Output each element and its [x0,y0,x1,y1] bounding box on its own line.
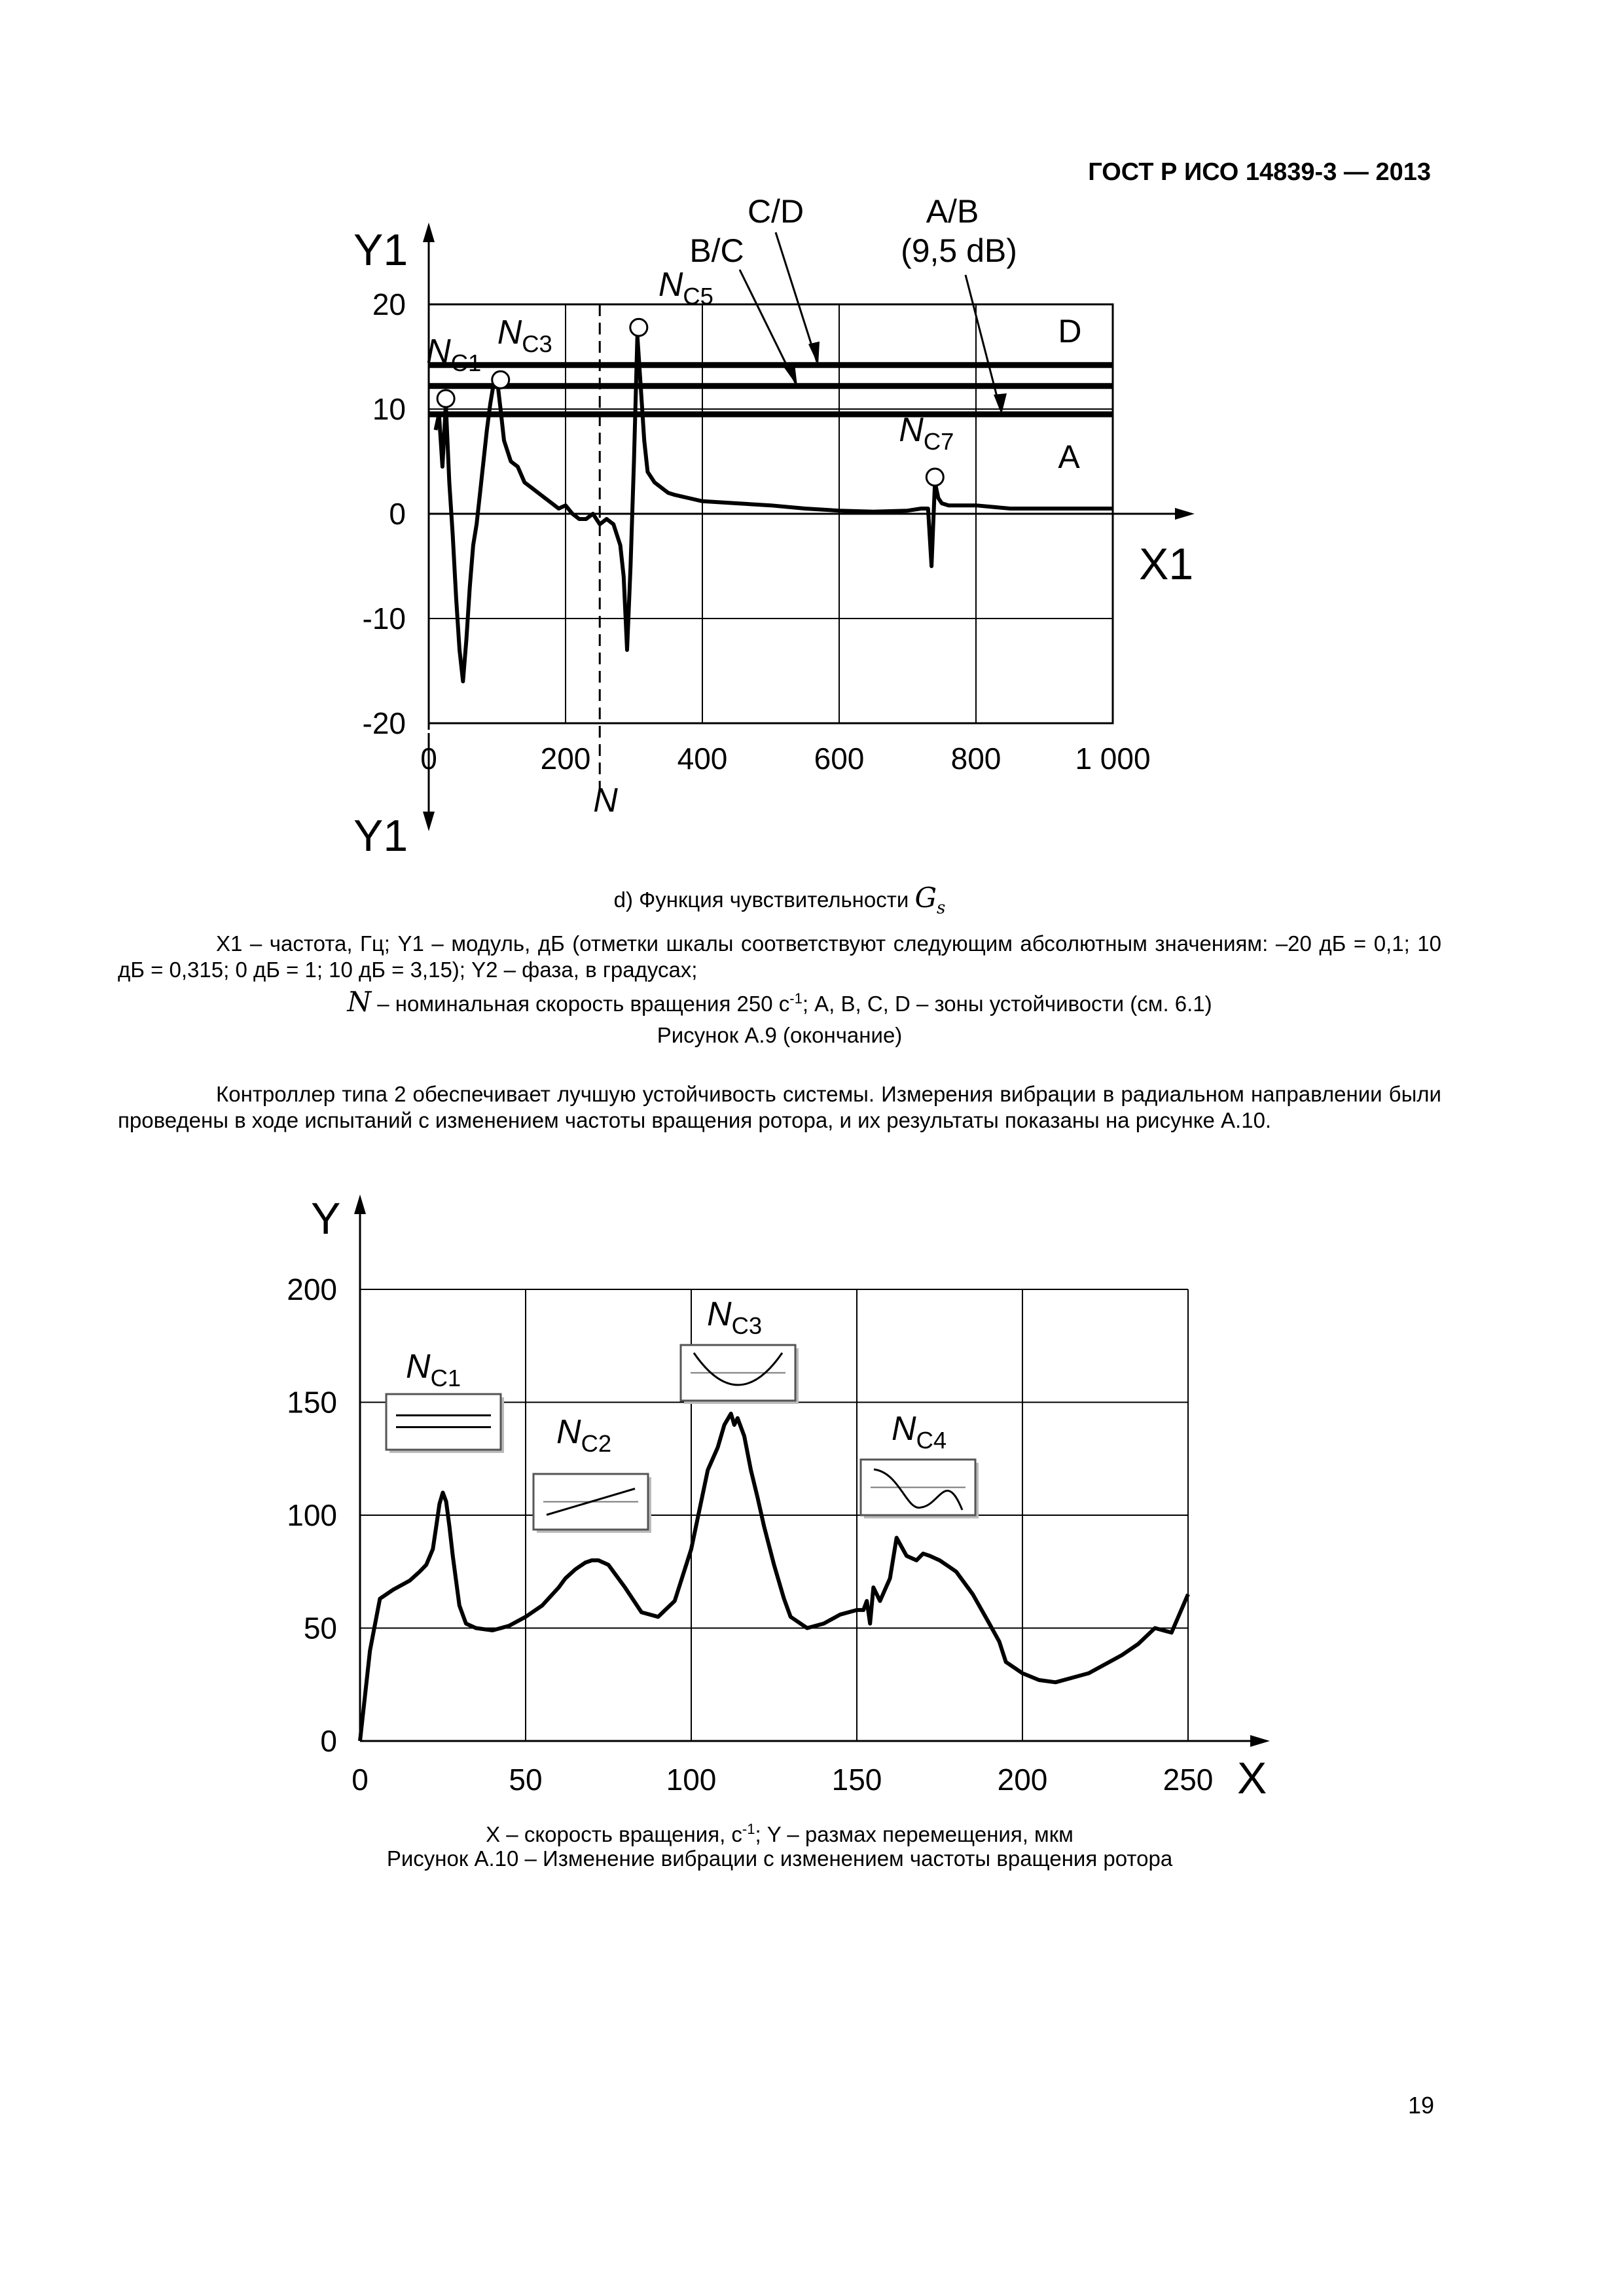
x-tick-label: 600 [814,742,865,776]
y-tick-label: 0 [389,497,406,531]
x-tick-label: 1 000 [1075,742,1151,776]
x-axis-arrow [1250,1735,1270,1747]
x-tick-label: 0 [352,1763,369,1797]
caption-title-text: d) Функция чувствительности [613,888,909,912]
annotation-label: $N_{C1}$ [406,1348,461,1391]
x-tick-label: 0 [420,742,437,776]
x-axis-arrow [1175,508,1195,520]
vibration-curve [360,1414,1188,1741]
peak-label: $N_{C1}$ [426,332,482,376]
y-tick-label: 20 [372,287,406,321]
leader-cd-arrow [808,342,820,365]
zone-label-cd: C/D [747,193,804,230]
peak-marker [630,319,647,336]
y-tick-label: 100 [287,1498,337,1532]
zone-label-a: A [1058,439,1080,475]
figure-a9-legend-line1: X1 – частота, Гц; Y1 – модуль, дБ (отметки шкалы соответствуют следующим абсолютным значениям: –20 дБ = 0,1; 10 дБ = 0,315; 0 дБ = 1; 10 дБ = 3,15); Y2 – фаза, в градусах; [118,931,1441,982]
vibration-vs-speed-chart [0,1178,1624,1806]
figure-a9-caption-title [118,882,1441,921]
y-tick-label: 10 [372,392,406,426]
y-axis-arrow [423,223,435,242]
nominal-speed-label: N [593,781,618,819]
leader-cd [776,232,817,362]
x-tick-label: 800 [950,742,1001,776]
peak-marker [926,469,943,486]
x-tick-label: 50 [509,1763,543,1797]
zone-label-d: D [1058,313,1082,350]
y-tick-label: 0 [320,1724,337,1758]
x-tick-label: 150 [831,1763,882,1797]
zone-label-ab-db: (9,5 dB) [901,232,1017,269]
x-tick-label: 100 [666,1763,717,1797]
peak-marker [492,371,509,388]
annotation-box [386,1394,501,1450]
y-axis-label: Y1 [353,225,408,275]
peak-label: $N_{C7}$ [899,411,954,455]
body-paragraph: Контроллер типа 2 обеспечивает лучшую устойчивость системы. Измерения вибрации в радиальном направлении были проведены в ходе испытаний с изменением частоты вращения ротора, и их результаты показаны на рисунке А.10. [118,1082,1441,1132]
zone-label-bc: B/C [689,232,744,269]
nominal-speed-symbol: N [347,986,372,1018]
sensitivity-function-chart [0,0,1624,877]
peak-label: $N_{C3}$ [497,314,552,358]
figure-a9-legend-line2: N – номинальная скорость вращения 250 $с^{-1}$; A, B, C, D – зоны устойчивости (см. 6.1) [347,986,1212,1018]
y-tick-label: 200 [287,1272,337,1306]
figure-a10-label: Рисунок А.10 – Изменение вибрации с изменением частоты вращения ротора [386,1846,1173,1871]
gs-symbol: $G_s$ [914,882,946,918]
x-tick-label: 250 [1163,1763,1214,1797]
annotation-label: $N_{C2}$ [556,1413,612,1457]
zone-label-ab: A/B [926,193,979,230]
y-tick-label: 150 [287,1385,337,1420]
y-axis-label: Y [311,1194,341,1244]
y-axis-label-bottom: Y1 [353,811,408,861]
x-tick-label: 200 [997,1763,1048,1797]
page-number: 19 [1407,2092,1434,2119]
annotation-label: $N_{C4}$ [892,1410,947,1454]
x-axis-label: X [1237,1753,1267,1803]
document-header: ГОСТ Р ИСО 14839-3 — 2013 [1088,158,1431,186]
figure-a9-label: Рисунок А.9 (окончание) [657,1023,903,1047]
annotation-label: $N_{C3}$ [707,1295,763,1339]
x-axis-label: X1 [1139,539,1194,589]
peak-marker [437,390,454,407]
y-axis-arrow [354,1194,366,1214]
peak-label: $N_{C5}$ [658,266,713,310]
y-axis-lower-arrow [423,812,435,831]
y-tick-label: 50 [303,1611,337,1645]
x-tick-label: 200 [540,742,591,776]
leader-ab-arrow [994,393,1007,414]
figure-a10-legend: X – скорость вращения, $с^{-1}$; Y – размах перемещения, мкм [486,1821,1074,1846]
y-tick-label: -10 [362,601,406,636]
x-tick-label: 400 [677,742,728,776]
y-tick-label: -20 [362,706,406,740]
